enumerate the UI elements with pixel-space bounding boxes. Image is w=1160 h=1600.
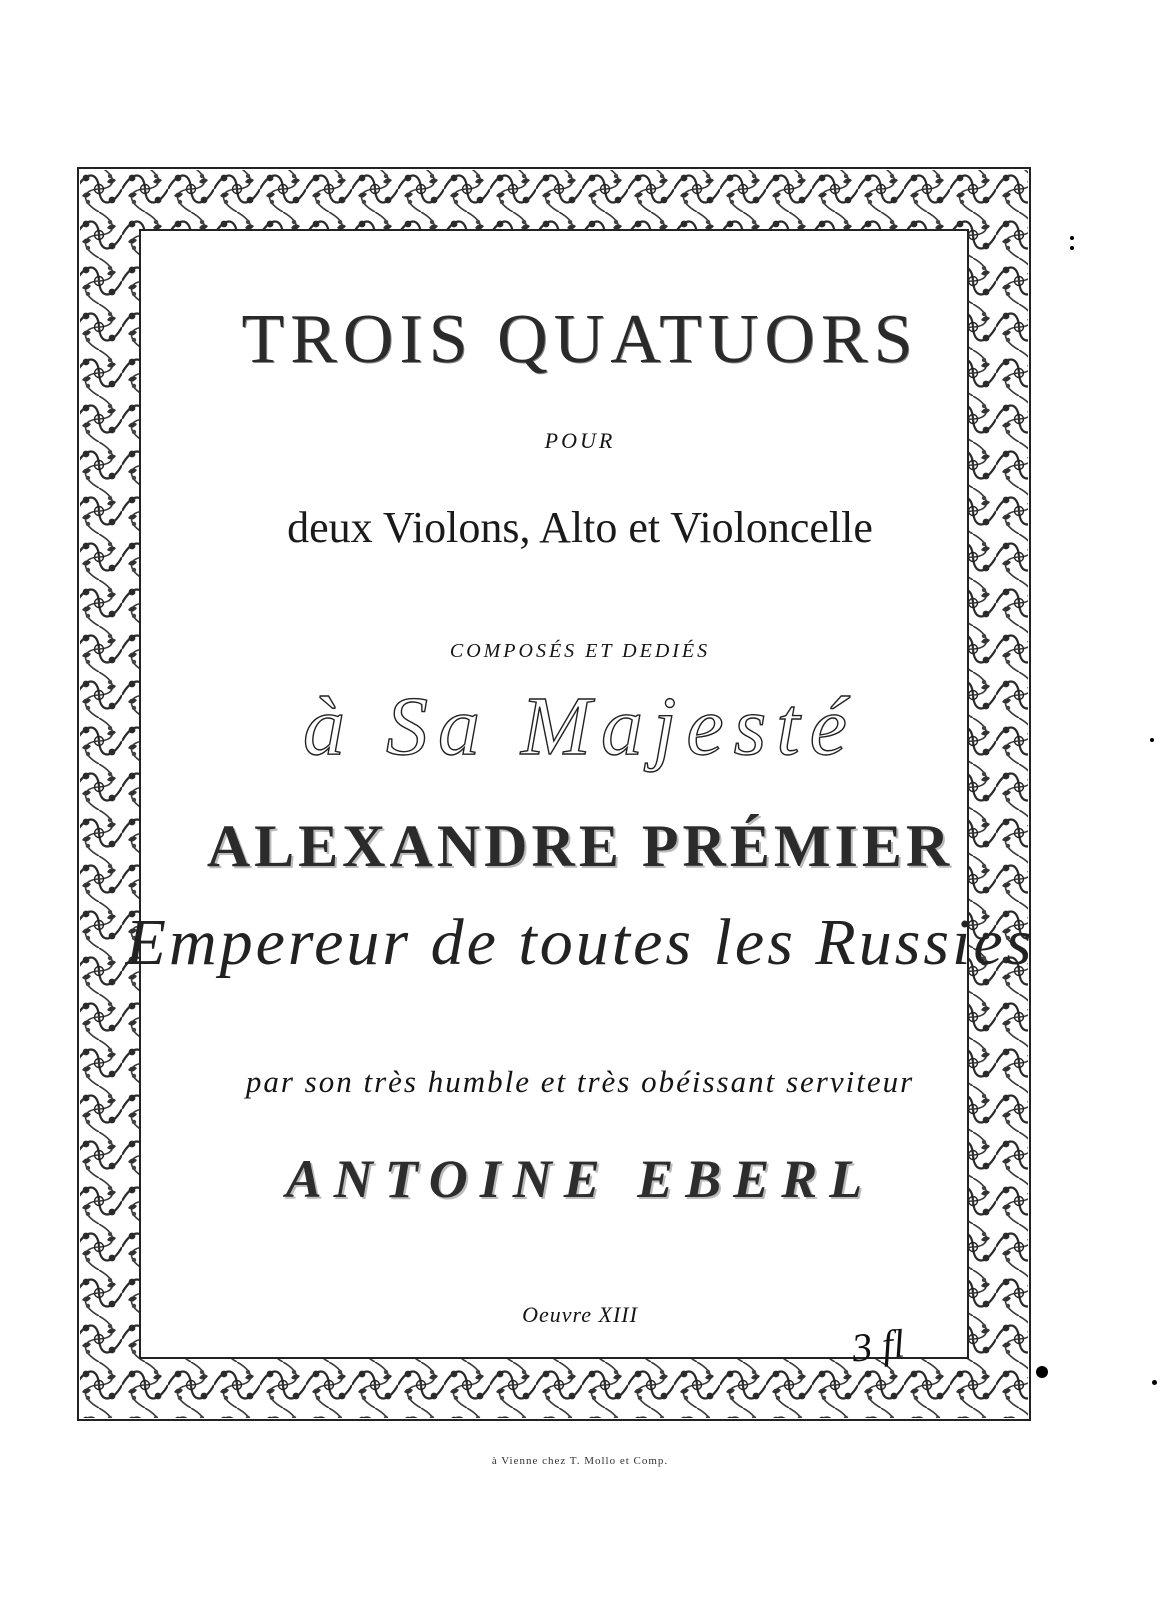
scan-speck bbox=[1150, 738, 1154, 742]
opus-number: Oeuvre XIII bbox=[522, 1302, 638, 1327]
scan-speck bbox=[1070, 246, 1074, 250]
scan-speck bbox=[1152, 1380, 1157, 1385]
scan-speck bbox=[1036, 1366, 1048, 1378]
dedicatee-title: Empereur de toutes les Russies bbox=[125, 906, 1035, 979]
scan-speck bbox=[1070, 236, 1074, 240]
work-title: TROIS QUATUORS bbox=[241, 301, 919, 378]
handwritten-price-note: 3 fl bbox=[849, 1320, 907, 1371]
publisher-imprint: à Vienne chez T. Mollo et Comp. bbox=[491, 1455, 669, 1467]
composer-name: ANTOINE EBERL bbox=[285, 1149, 875, 1209]
servant-phrase: par son très humble et très obéissant serviteur bbox=[245, 1064, 915, 1099]
dedication-majesty: à Sa Majesté bbox=[303, 680, 857, 773]
dedicatee-name: ALEXANDRE PRÉMIER bbox=[206, 813, 954, 879]
composed-dedicated-label: COMPOSÉS ET DEDIÉS bbox=[449, 640, 711, 662]
pour-label: POUR bbox=[544, 428, 616, 453]
instrumentation: deux Violons, Alto et Violoncelle bbox=[287, 503, 873, 552]
